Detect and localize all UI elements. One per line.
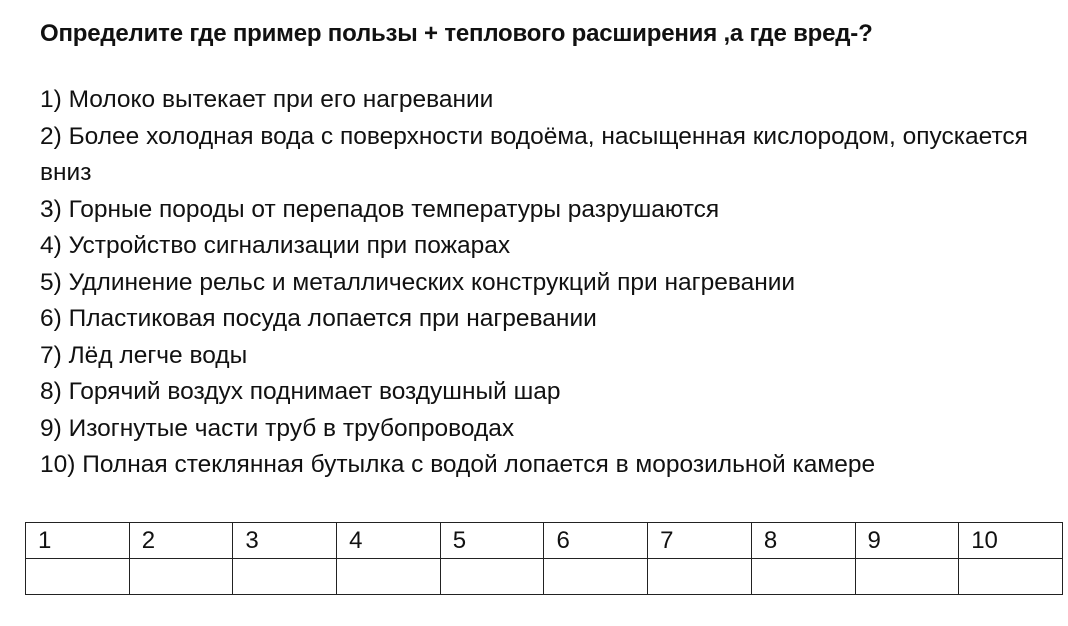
answer-cell (129, 559, 233, 595)
answer-cell (544, 559, 648, 595)
header-cell: 10 (959, 523, 1063, 559)
answer-cell (959, 559, 1063, 595)
header-cell: 8 (751, 523, 855, 559)
list-item: 5) Удлинение рельс и металлических конструкций при нагревании (40, 268, 796, 296)
answer-cell (855, 559, 959, 595)
header-cell: 9 (855, 523, 959, 559)
answer-cell (337, 559, 441, 595)
header-cell: 2 (129, 523, 233, 559)
answer-table (25, 522, 1063, 595)
answer-cell (26, 559, 130, 595)
header-cell: 7 (648, 523, 752, 559)
list-item: 4) Устройство сигнализации при пожарах (40, 232, 511, 259)
table-answer-row (26, 559, 1063, 595)
answer-cell (648, 559, 752, 595)
header-cell: 6 (544, 523, 648, 559)
page-title: Определите где пример пользы + теплового расширения ,а где вред-? (40, 20, 873, 47)
list-item: 9) Изогнутые части труб в трубопроводах (40, 414, 515, 442)
list-item: 8) Горячий воздух поднимает воздушный шар (40, 378, 561, 405)
list-item: 6) Пластиковая посуда лопается при нагревании (40, 305, 597, 332)
list-item: 3) Горные породы от перепадов температуры разрушаются (40, 195, 720, 223)
statement-list (40, 82, 1050, 484)
list-item: 1) Молоко вытекает при его нагревании (40, 86, 494, 113)
table-header-row (26, 523, 1063, 559)
header-cell: 3 (233, 523, 337, 559)
header-cell: 1 (26, 523, 130, 559)
answer-cell (751, 559, 855, 595)
answer-cell (440, 559, 544, 595)
header-cell: 4 (337, 523, 441, 559)
list-item: 7) Лёд легче воды (40, 341, 248, 369)
list-item: 10) Полная стеклянная бутылка с водой лопается в морозильной камере (40, 451, 876, 478)
list-item: 2) Более холодная вода с поверхности водоёма, насыщенная кислородом, опускается вниз (40, 122, 1028, 186)
header-cell: 5 (440, 523, 544, 559)
answer-cell (233, 559, 337, 595)
